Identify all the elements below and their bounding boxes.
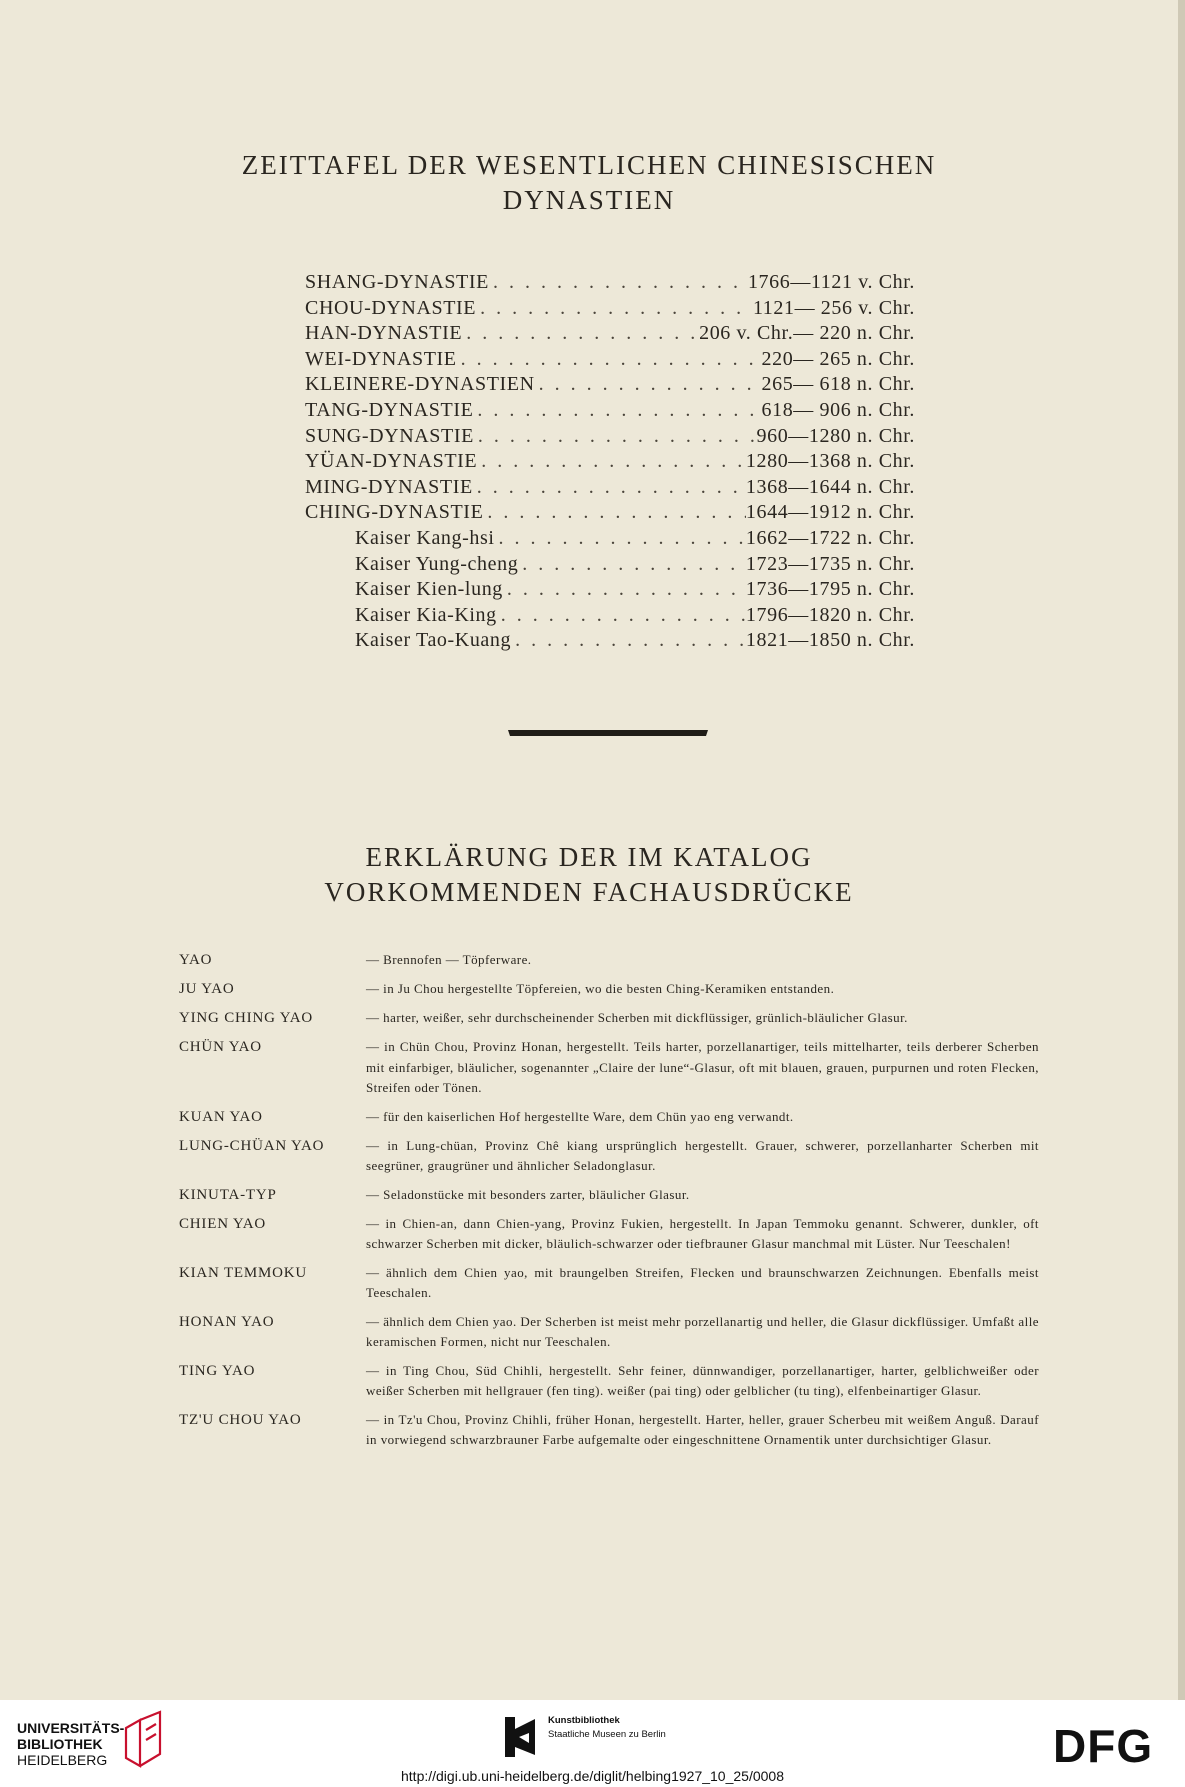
glossary-entry (179, 950, 1039, 971)
university-line-1: UNIVERSITÄTS- (17, 1720, 125, 1736)
dynasty-name: YÜAN-DYNASTIE (305, 450, 478, 473)
leader-dots (511, 629, 746, 652)
emperor-name: Kaiser Kang-hsi (355, 526, 495, 549)
glossary-term: TZ'U CHOU YAO (179, 1411, 302, 1428)
glossary-list (179, 950, 1039, 1459)
glossary-definition: — harter, weißer, sehr durchscheinender Scherben mit dickflüssiger, grünlich-bläulicher Glasur. (366, 1010, 908, 1025)
dynasty-dates: 960—1280 n. Chr. (756, 424, 915, 447)
dynasty-table-heading (0, 148, 1178, 218)
dfg-logo[interactable] (1053, 1722, 1165, 1766)
glossary-definition: — in Chün Chou, Provinz Honan, hergestellt. Teils harter, porzellanartiger, teils mittelharter, teils derberer Scherben mit einfarbiger, bläulicher, sogenannter „Claire der lune“-Glasur, oft mit blauen, grauen, purpurnen und roten Flecken, Streifen oder Tönen. (366, 1039, 1039, 1095)
glossary-definition: — ähnlich dem Chien yao. Der Scherben ist meist mehr porzellanartig und heller, die Glasur dickflüssiger. Umfaßt alle keramischen Formen, nicht nur Teeschalen. (366, 1313, 1039, 1349)
leader-dots (483, 501, 746, 524)
dynasty-row (305, 450, 915, 476)
leader-dots (497, 604, 746, 627)
emperor-dates: 1736—1795 n. Chr. (745, 578, 915, 601)
leader-dots (477, 450, 746, 473)
emperor-row (305, 553, 915, 579)
emperor-name: Kaiser Kia-King (355, 603, 497, 626)
digitization-footer (0, 1700, 1185, 1787)
leader-dots (495, 527, 746, 550)
emperor-name: Kaiser Tao-Kuang (355, 629, 512, 652)
leader-dots (489, 271, 748, 294)
emperor-row (305, 527, 915, 553)
kunstbibliothek-name: Kunstbibliothek (548, 1715, 620, 1726)
glossary-term: HONAN YAO (179, 1313, 275, 1330)
glossary-definition: — Brennofen — Töpferware. (366, 952, 532, 967)
emperor-dates: 1723—1735 n. Chr. (745, 552, 915, 575)
permalink-url[interactable]: http://digi.ub.uni-heidelberg.de/diglit/helbing1927_10_25/0008 (401, 1768, 784, 1784)
dynasty-row (305, 399, 915, 425)
dynasty-row (305, 501, 915, 527)
glossary-definition: — in Ju Chou hergestellte Töpfereien, wo die besten Ching-Keramiken entstanden. (366, 981, 835, 996)
emperor-dates: 1662—1722 n. Chr. (745, 526, 915, 549)
glossary-entry (179, 1410, 1039, 1451)
dynasty-row (305, 476, 915, 502)
dynasty-dates: 1368—1644 n. Chr. (745, 475, 915, 498)
glossary-definition: — in Lung-chüan, Provinz Chê kiang ursprünglich hergestellt. Grauer, schwerer, porzellanharter Scherben mit seegrüner, graugrüner und ähnlicher Seladonglasur. (366, 1137, 1039, 1173)
dynasty-dates: 265— 618 n. Chr. (761, 373, 915, 396)
emperor-dates: 1796—1820 n. Chr. (745, 603, 915, 626)
glossary-entry (179, 979, 1039, 1000)
dynasty-dates: 220— 265 n. Chr. (761, 347, 915, 370)
dynasty-row (305, 425, 915, 451)
glossary-definition: — Seladonstücke mit besonders zarter, bläulicher Glasur. (366, 1186, 690, 1202)
dynasty-row (305, 297, 915, 323)
emperor-name: Kaiser Yung-cheng (355, 552, 519, 575)
section-divider (508, 730, 708, 736)
glossary-term: LUNG-CHÜAN YAO (179, 1137, 325, 1154)
glossary-term: JU YAO (179, 981, 235, 997)
glossary-entry (179, 1037, 1039, 1099)
leader-dots (518, 553, 746, 576)
dynasty-name: KLEINERE-DYNASTIEN (305, 373, 535, 396)
emperor-row (305, 604, 915, 630)
glossary-term: CHÜN YAO (179, 1039, 262, 1055)
dynasty-dates: 1644—1912 n. Chr. (745, 501, 915, 524)
glossary-heading-line-2: VORKOMMENDEN FACHAUSDRÜCKE (324, 877, 854, 907)
leader-dots (473, 399, 761, 422)
glossary-term: KUAN YAO (179, 1108, 263, 1125)
university-line-2: BIBLIOTHEK (17, 1736, 103, 1752)
university-library-wordmark[interactable] (17, 1720, 124, 1768)
leader-dots (476, 297, 753, 320)
glossary-entry (179, 1312, 1039, 1353)
dynasty-dates: 206 v. Chr.— 220 n. Chr. (699, 322, 915, 345)
glossary-definition: — ähnlich dem Chien yao, mit braungelben Streifen, Flecken und braunschwarzen Zeichnungen. Ebenfalls meist Teeschalen. (366, 1264, 1039, 1300)
glossary-definition: — in Tz'u Chou, Provinz Chihli, früher Honan, hergestellt. Harter, heller, grauer Scherbeu mit weißem Anguß. Darauf in vorwiegend schwarzbrauner Farbe aufgemalte oder eingeschnittene Ornamentik unter durchsichtiger Glasur. (366, 1411, 1039, 1447)
dfg-wordmark: DFG (1053, 1722, 1154, 1766)
dynasty-name: MING-DYNASTIE (305, 475, 473, 498)
dynasty-row (305, 322, 915, 348)
glossary-term: KIAN TEMMOKU (179, 1264, 308, 1281)
glossary-definition: — für den kaiserlichen Hof hergestellte Ware, dem Chün yao eng verwandt. (366, 1108, 794, 1124)
dynasty-dates: 1280—1368 n. Chr. (745, 450, 915, 473)
dynasty-name: SHANG-DYNASTIE (305, 271, 489, 293)
emperor-row (305, 578, 915, 604)
dynasty-name: WEI-DYNASTIE (305, 347, 457, 370)
glossary-entry (179, 1008, 1039, 1029)
dynasty-dates: 1766—1121 v. Chr. (747, 271, 915, 293)
glossary-entry (179, 1361, 1039, 1402)
dynasty-name: HAN-DYNASTIE (305, 322, 463, 345)
dynasty-dates: 1121— 256 v. Chr. (752, 296, 915, 319)
university-logo-icon (120, 1710, 166, 1770)
glossary-term: KINUTA-TYP (179, 1186, 277, 1203)
dynasty-dates: 618— 906 n. Chr. (761, 398, 915, 421)
page-edge-shadow (1178, 0, 1185, 1700)
dynasty-row (305, 373, 915, 399)
emperor-row (305, 629, 915, 655)
glossary-entry (179, 1136, 1039, 1177)
dynasty-heading-line-1: ZEITTAFEL DER WESENTLICHEN CHINESISCHEN (241, 150, 937, 180)
leader-dots (474, 425, 757, 448)
dynasty-row (305, 348, 915, 374)
glossary-heading-line-1: ERKLÄRUNG DER IM KATALOG (365, 842, 813, 872)
glossary-term: CHIEN YAO (179, 1215, 267, 1232)
dynasty-name: CHOU-DYNASTIE (305, 296, 477, 319)
glossary-entry (179, 1263, 1039, 1304)
dynasty-table (305, 271, 915, 655)
glossary-definition: — in Chien-an, dann Chien-yang, Provinz Fukien, hergestellt. In Japan Temmoku genannt. Schwerer, dunkler, oft schwarzer Scherben mit dicker, bläulich-schwarzer oder tiefbrauner Glasur manchmal mit Lüster. Nur Teeschalen! (366, 1215, 1039, 1251)
glossary-term: YAO (179, 952, 213, 968)
museum-name: Staatliche Museen zu Berlin (548, 1729, 666, 1740)
glossary-term: TING YAO (179, 1362, 256, 1379)
emperor-dates: 1821—1850 n. Chr. (745, 629, 915, 652)
glossary-heading (0, 840, 1178, 910)
kunstbibliothek-wordmark[interactable] (548, 1714, 666, 1742)
glossary-entry (179, 1214, 1039, 1255)
glossary-definition: — in Ting Chou, Süd Chihli, hergestellt. Sehr feiner, dünnwandiger, porzellanartiger, harter, gelblichweißer oder weißer Scherben mit hellgrauer (fen ting). weißer (pai ting) oder gelblicher (tu ting), elfenbeinartiger Glasur. (366, 1362, 1039, 1398)
glossary-term: YING CHING YAO (179, 1010, 313, 1026)
dynasty-name: CHING-DYNASTIE (305, 501, 484, 524)
kunstbibliothek-logo-icon (505, 1717, 535, 1757)
dynasty-name: SUNG-DYNASTIE (305, 424, 474, 447)
glossary-entry (179, 1107, 1039, 1128)
university-line-3: HEIDELBERG (17, 1752, 108, 1768)
emperor-name: Kaiser Kien-lung (355, 578, 503, 601)
leader-dots (535, 373, 762, 396)
leader-dots (473, 476, 746, 499)
glossary-entry (179, 1185, 1039, 1206)
dynasty-row (305, 271, 915, 297)
leader-dots (503, 578, 746, 601)
dynasty-heading-line-2: DYNASTIEN (502, 185, 676, 215)
leader-dots (462, 322, 699, 345)
dynasty-name: TANG-DYNASTIE (305, 398, 474, 421)
leader-dots (457, 348, 762, 371)
